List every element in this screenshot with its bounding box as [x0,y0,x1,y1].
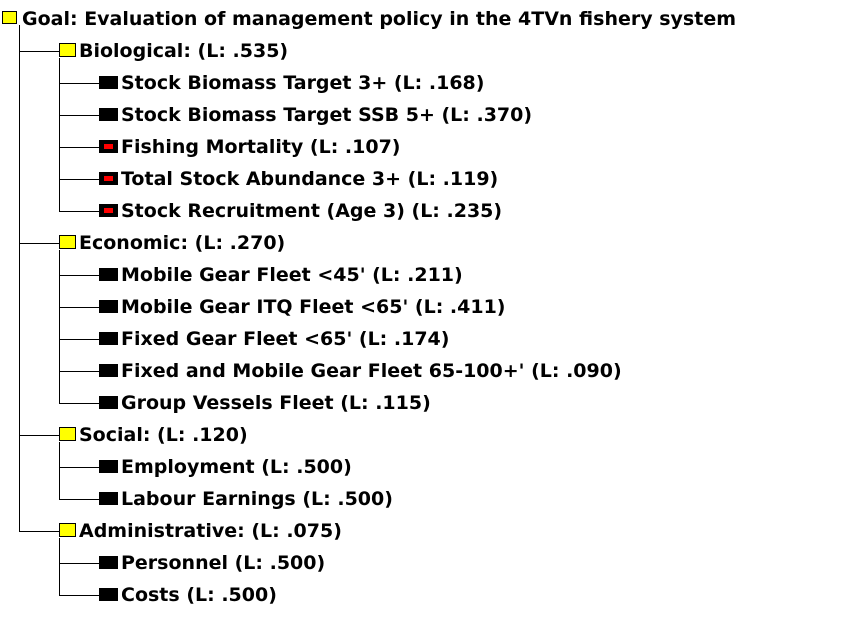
connector-line [59,499,99,500]
leaf-label: Employment (L: .500) [121,456,352,478]
leaf-costs[interactable] [0,579,860,611]
connector-line [59,115,99,116]
leaf-label: Personnel (L: .500) [121,552,326,574]
black-box-icon [99,332,118,345]
connector-line [59,595,99,596]
connector-line [59,538,60,596]
black-box-icon [99,108,118,121]
connector-line [59,467,99,468]
connector-line [59,211,99,212]
black-box-red-flag-icon [99,172,118,185]
connector-line [19,531,59,532]
connector-line [19,243,59,244]
leaf-personnel[interactable] [0,547,860,579]
leaf-mobile-gear-itq-fleet-65[interactable] [0,291,860,323]
leaf-fishing-mortality[interactable] [0,131,860,163]
red-flag-icon [104,144,113,149]
leaf-employment[interactable] [0,451,860,483]
yellow-box-icon [2,11,17,24]
category-label: Administrative: (L: .075) [79,520,342,542]
black-box-red-flag-icon [99,204,118,217]
category-administrative[interactable] [0,515,860,547]
connector-line [19,435,59,436]
leaf-label: Stock Biomass Target SSB 5+ (L: .370) [121,104,533,126]
leaf-stock-biomass-target-3[interactable] [0,67,860,99]
black-box-icon [99,396,118,409]
leaf-stock-biomass-target-ssb-5[interactable] [0,99,860,131]
goal-node[interactable] [0,3,860,35]
connector-line [59,250,60,404]
leaf-label: Stock Biomass Target 3+ (L: .168) [121,72,485,94]
black-box-icon [99,460,118,473]
category-label: Economic: (L: .270) [79,232,286,254]
leaf-label: Mobile Gear Fleet <45' (L: .211) [121,264,463,286]
black-box-icon [99,588,118,601]
connector-line [59,442,60,500]
leaf-group-vessels-fleet[interactable] [0,387,860,419]
black-box-red-flag-icon [99,140,118,153]
leaf-label: Group Vessels Fleet (L: .115) [121,392,431,414]
category-social[interactable] [0,419,860,451]
connector-line [19,51,59,52]
category-label: Social: (L: .120) [79,424,248,446]
black-box-icon [99,556,118,569]
leaf-label: Stock Recruitment (Age 3) (L: .235) [121,200,503,222]
connector-line [59,275,99,276]
leaf-labour-earnings[interactable] [0,483,860,515]
connector-line [59,179,99,180]
black-box-icon [99,76,118,89]
yellow-box-icon [59,43,76,57]
yellow-box-icon [59,235,76,249]
leaf-stock-recruitment-age-3[interactable] [0,195,860,227]
category-economic[interactable] [0,227,860,259]
connector-line [59,83,99,84]
black-box-icon [99,268,118,281]
goal-label: Goal: Evaluation of management policy in the 4TVn fishery system [22,8,737,30]
connector-line [59,339,99,340]
black-box-icon [99,492,118,505]
yellow-box-icon [59,427,76,441]
leaf-total-stock-abundance-3[interactable] [0,163,860,195]
red-flag-icon [104,176,113,181]
yellow-box-icon [59,523,76,537]
leaf-label: Costs (L: .500) [121,584,277,606]
connector-line [59,58,60,212]
connector-line [19,25,20,532]
leaf-fixed-and-mobile-gear-fleet[interactable] [0,355,860,387]
leaf-fixed-gear-fleet-65[interactable] [0,323,860,355]
leaf-label: Total Stock Abundance 3+ (L: .119) [121,168,499,190]
leaf-label: Fixed and Mobile Gear Fleet 65-100+' (L: .090) [121,360,622,382]
leaf-mobile-gear-fleet-45[interactable] [0,259,860,291]
leaf-label: Mobile Gear ITQ Fleet <65' (L: .411) [121,296,506,318]
connector-line [59,307,99,308]
leaf-label: Fixed Gear Fleet <65' (L: .174) [121,328,450,350]
black-box-icon [99,300,118,313]
red-flag-icon [104,208,113,213]
connector-line [59,403,99,404]
category-label: Biological: (L: .535) [79,40,289,62]
black-box-icon [99,364,118,377]
category-biological[interactable] [0,35,860,67]
connector-line [59,371,99,372]
leaf-label: Labour Earnings (L: .500) [121,488,393,510]
connector-line [59,147,99,148]
leaf-label: Fishing Mortality (L: .107) [121,136,401,158]
connector-line [59,563,99,564]
